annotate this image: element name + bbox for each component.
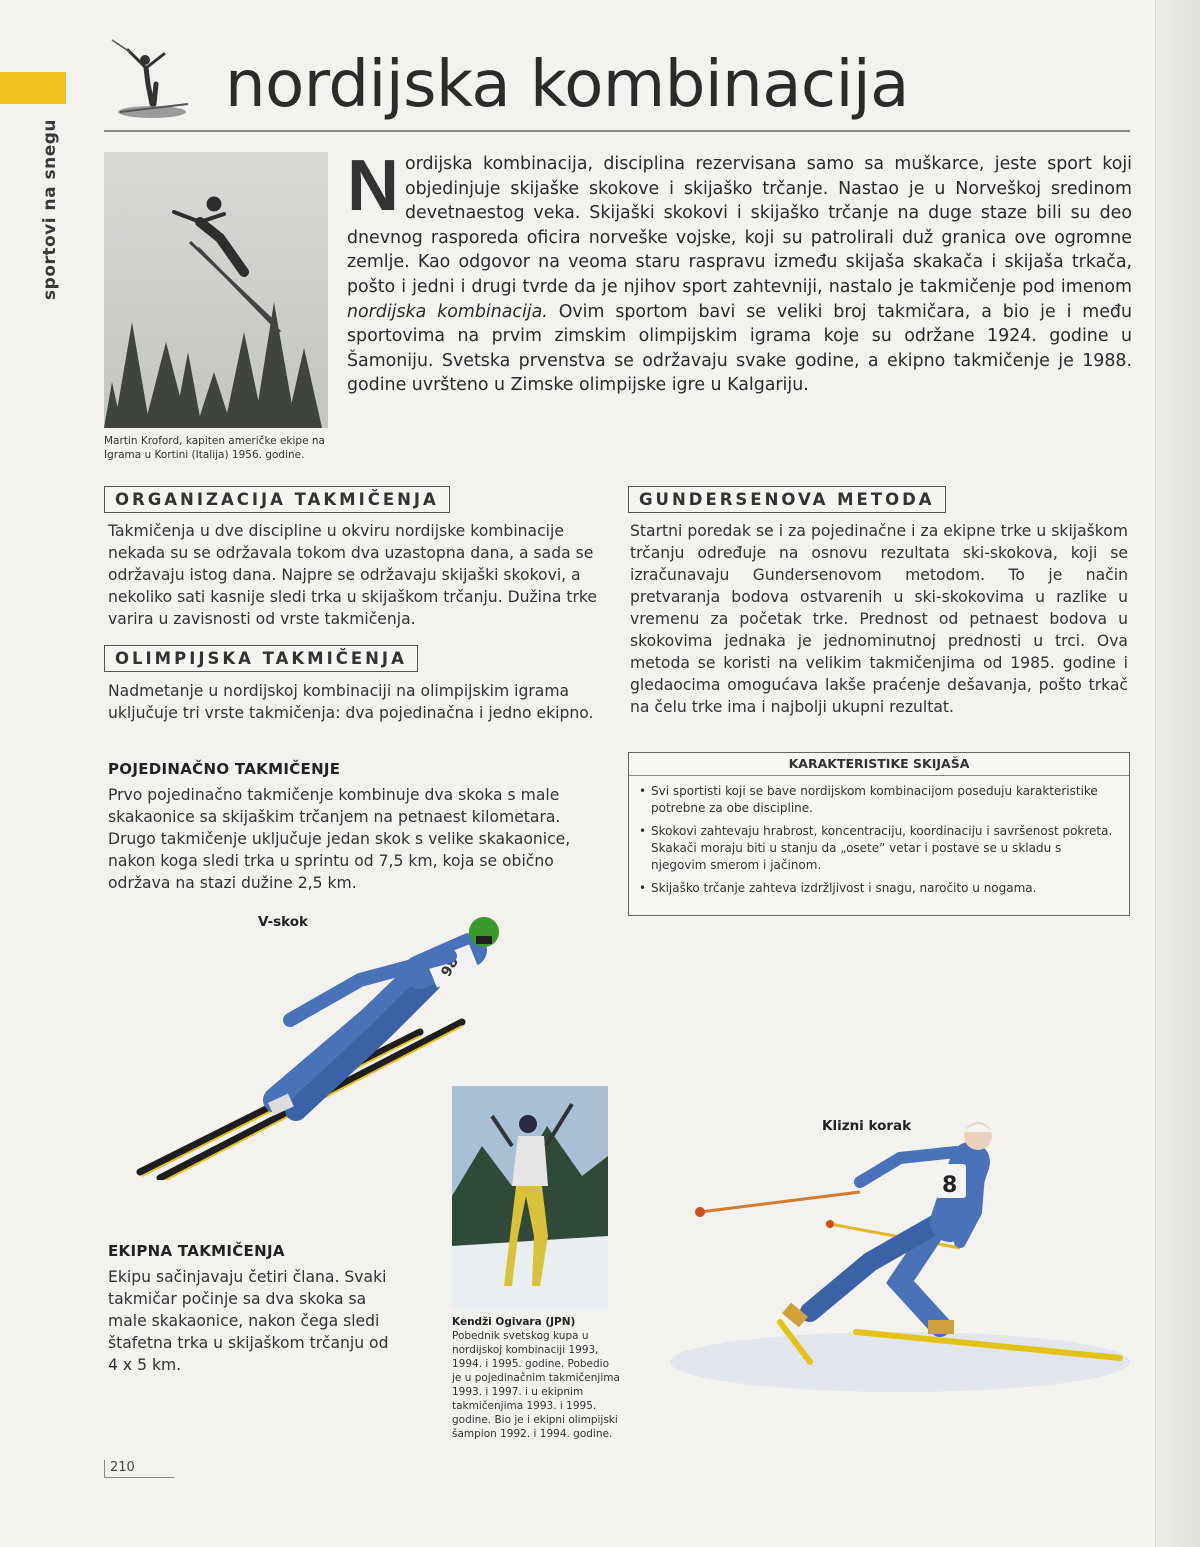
title-rule: [104, 130, 1130, 132]
text-ekipna: Ekipu sačinjavaju četiri člana. Svaki takmičar počinje sa dva skoka sa male skakaonice, nakon čega sledi štafetna trka u skijaškom trčanju od 4 x 5 km.: [108, 1268, 389, 1374]
page-number-bar: [104, 1460, 105, 1478]
historic-photo-caption: Martin Kroford, kapiten američke ekipe na Igrama u Kortini (Italija) 1956. godine.: [104, 435, 325, 461]
heading-gundersen: GUNDERSENOVA METODA: [628, 486, 946, 513]
ogivara-name: Kendži Ogivara (JPN): [452, 1316, 576, 1328]
intro-text: ordijska kombinacija, disciplina rezervisana samo sa muškarce, jeste sport koji objedinjuje skijaške skokove i skijaško trčanje. Nastao je u Norveškoj sredinom devetnaestog veka. Skijaški skokovi i skijaško trčanje na duge staze bili su deo dnevnog rasporeda oficira norveške vojske, koji su patrolirali duž granica ove ogromne zemlje. Kao odgovor na veoma staru raspravu između skijaša skakača i skijaša trkača, pošto i jedni i drugi tvrde da je njihov sport zahtevniji, nastalo je takmičenje pod imenom: [347, 154, 1132, 297]
characteristics-list: [629, 777, 1129, 897]
ogivara-photo: [452, 1086, 608, 1310]
characteristics-item: • Svi sportisti koji se bave nordijskom kombinacijom poseduju karakteristike potrebne za obe discipline.: [651, 783, 1117, 817]
characteristics-item: • Skokovi zahtevaju hrabrost, koncentraciju, koordinaciju i savršenost pokreta. Skakači moraju biti u stanju da „osete” vetar i postave se u skladu s njegovim smerom i jačinom.: [651, 823, 1117, 874]
page-title: nordijska kombinacija: [225, 48, 909, 122]
page-number: 210: [110, 1460, 135, 1475]
text-olimpijska: Nadmetanje u nordijskoj kombinaciji na olimpijskim igrama uključuje tri vrste takmičenja: dva pojedinačna i jedno ekipno.: [108, 682, 594, 722]
svg-text:98: 98: [438, 954, 462, 980]
characteristics-box: [628, 752, 1130, 916]
ogivara-caption: Pobednik svetskog kupa u nordijskoj kombinaciji 1993, 1994. i 1995. godine. Pobedio je u pojedinačnim takmičenjima 1993. i 1997. i u ekipnim takmičenjima 1993. i 1995. godine. Bio je i ekipni olimpijski šampion 1992. i 1994. godine.: [452, 1330, 620, 1440]
page-edge: [1155, 0, 1200, 1547]
vskok-label: V-skok: [258, 914, 308, 930]
heading-olimpijska: OLIMPIJSKA TAKMIČENJA: [104, 645, 418, 672]
text-organizacija: Takmičenja u dve discipline u okviru nordijske kombinacije nekada su se održavala tokom dva uzastopna dana, a sada se održavaju istog dana. Najpre se održavaju skijaški skokovi, a nekoliko sati kasnije sledi trka u skijaškom trčanju. Dužina trke varira u zavisnosti od vrste takmičenja.: [108, 522, 598, 628]
page-number-rule: [104, 1477, 174, 1478]
bib-number: 8: [942, 1173, 958, 1198]
text-pojedinacno: Prvo pojedinačno takmičenje kombinuje dva skoka s male skakaonice sa skijaškim trčanjem na petnaest kilometara. Drugo takmičenje uključuje jedan skok s velike skakaonice, nakon koga sledi trka u sprintu od 7,5 km, koja se obično održava na stazi dužine 2,5 km.: [108, 786, 571, 892]
intro-paragraph: [347, 146, 1132, 398]
ski-jumper-statuette-icon: [108, 34, 194, 120]
characteristics-item: • Skijaško trčanje zahteva izdržljivost i snagu, naročito u nogama.: [651, 880, 1117, 897]
characteristics-box-title: KARAKTERISTIKE SKIJAŠA: [629, 753, 1129, 776]
section-color-tab: [0, 72, 66, 104]
historic-jump-photo: [104, 152, 328, 428]
section-side-label: sportovi na snegu: [40, 119, 60, 300]
heading-ekipna: EKIPNA TAKMIČENJA: [108, 1242, 285, 1260]
text-gundersen: Startni poredak se i za pojedinačne i za ekipne trke u skijaškom trčanju određuje na osnovu rezultata ski-skokova, koji se izračunavaju Gundersenovom metodom. To je način pretvaranja bodova ostvarenih u ski-skokovima u razlike u vremenu za početak trke. Prednost od petnaest bodova u skokovima jednaka je jednominutnoj prednosti u trci. Ova metoda se koristi na velikim takmičenjima od 1985. godine i gledaocima omogućava lakše praćenje dešavanja, pošto trkač na čelu trke ima i najbolji ukupni rezultat.: [630, 522, 1128, 716]
klizni-korak-label: Klizni korak: [822, 1118, 912, 1134]
intro-text-end: Ovim sportom bavi se veliki broj takmičara, a bio je i među sportovima na prvim zimskim olimpijskim igrama koje su održane 1924. godine u Šamoniju. Svetska prvenstva se održavaju svake godine, a ekipno takmičenje je 1988. godine uvršteno u Zimske olimpijske igre u Kalgariju.: [347, 301, 1132, 396]
intro-italic-term: nordijska kombinacija.: [347, 301, 548, 322]
skating-step-illustration: [660, 1112, 1130, 1394]
heading-pojedinacno: POJEDINAČNO TAKMIČENJE: [108, 760, 341, 778]
heading-organizacija: ORGANIZACIJA TAKMIČENJA: [104, 486, 450, 513]
drop-cap: N: [347, 146, 399, 226]
